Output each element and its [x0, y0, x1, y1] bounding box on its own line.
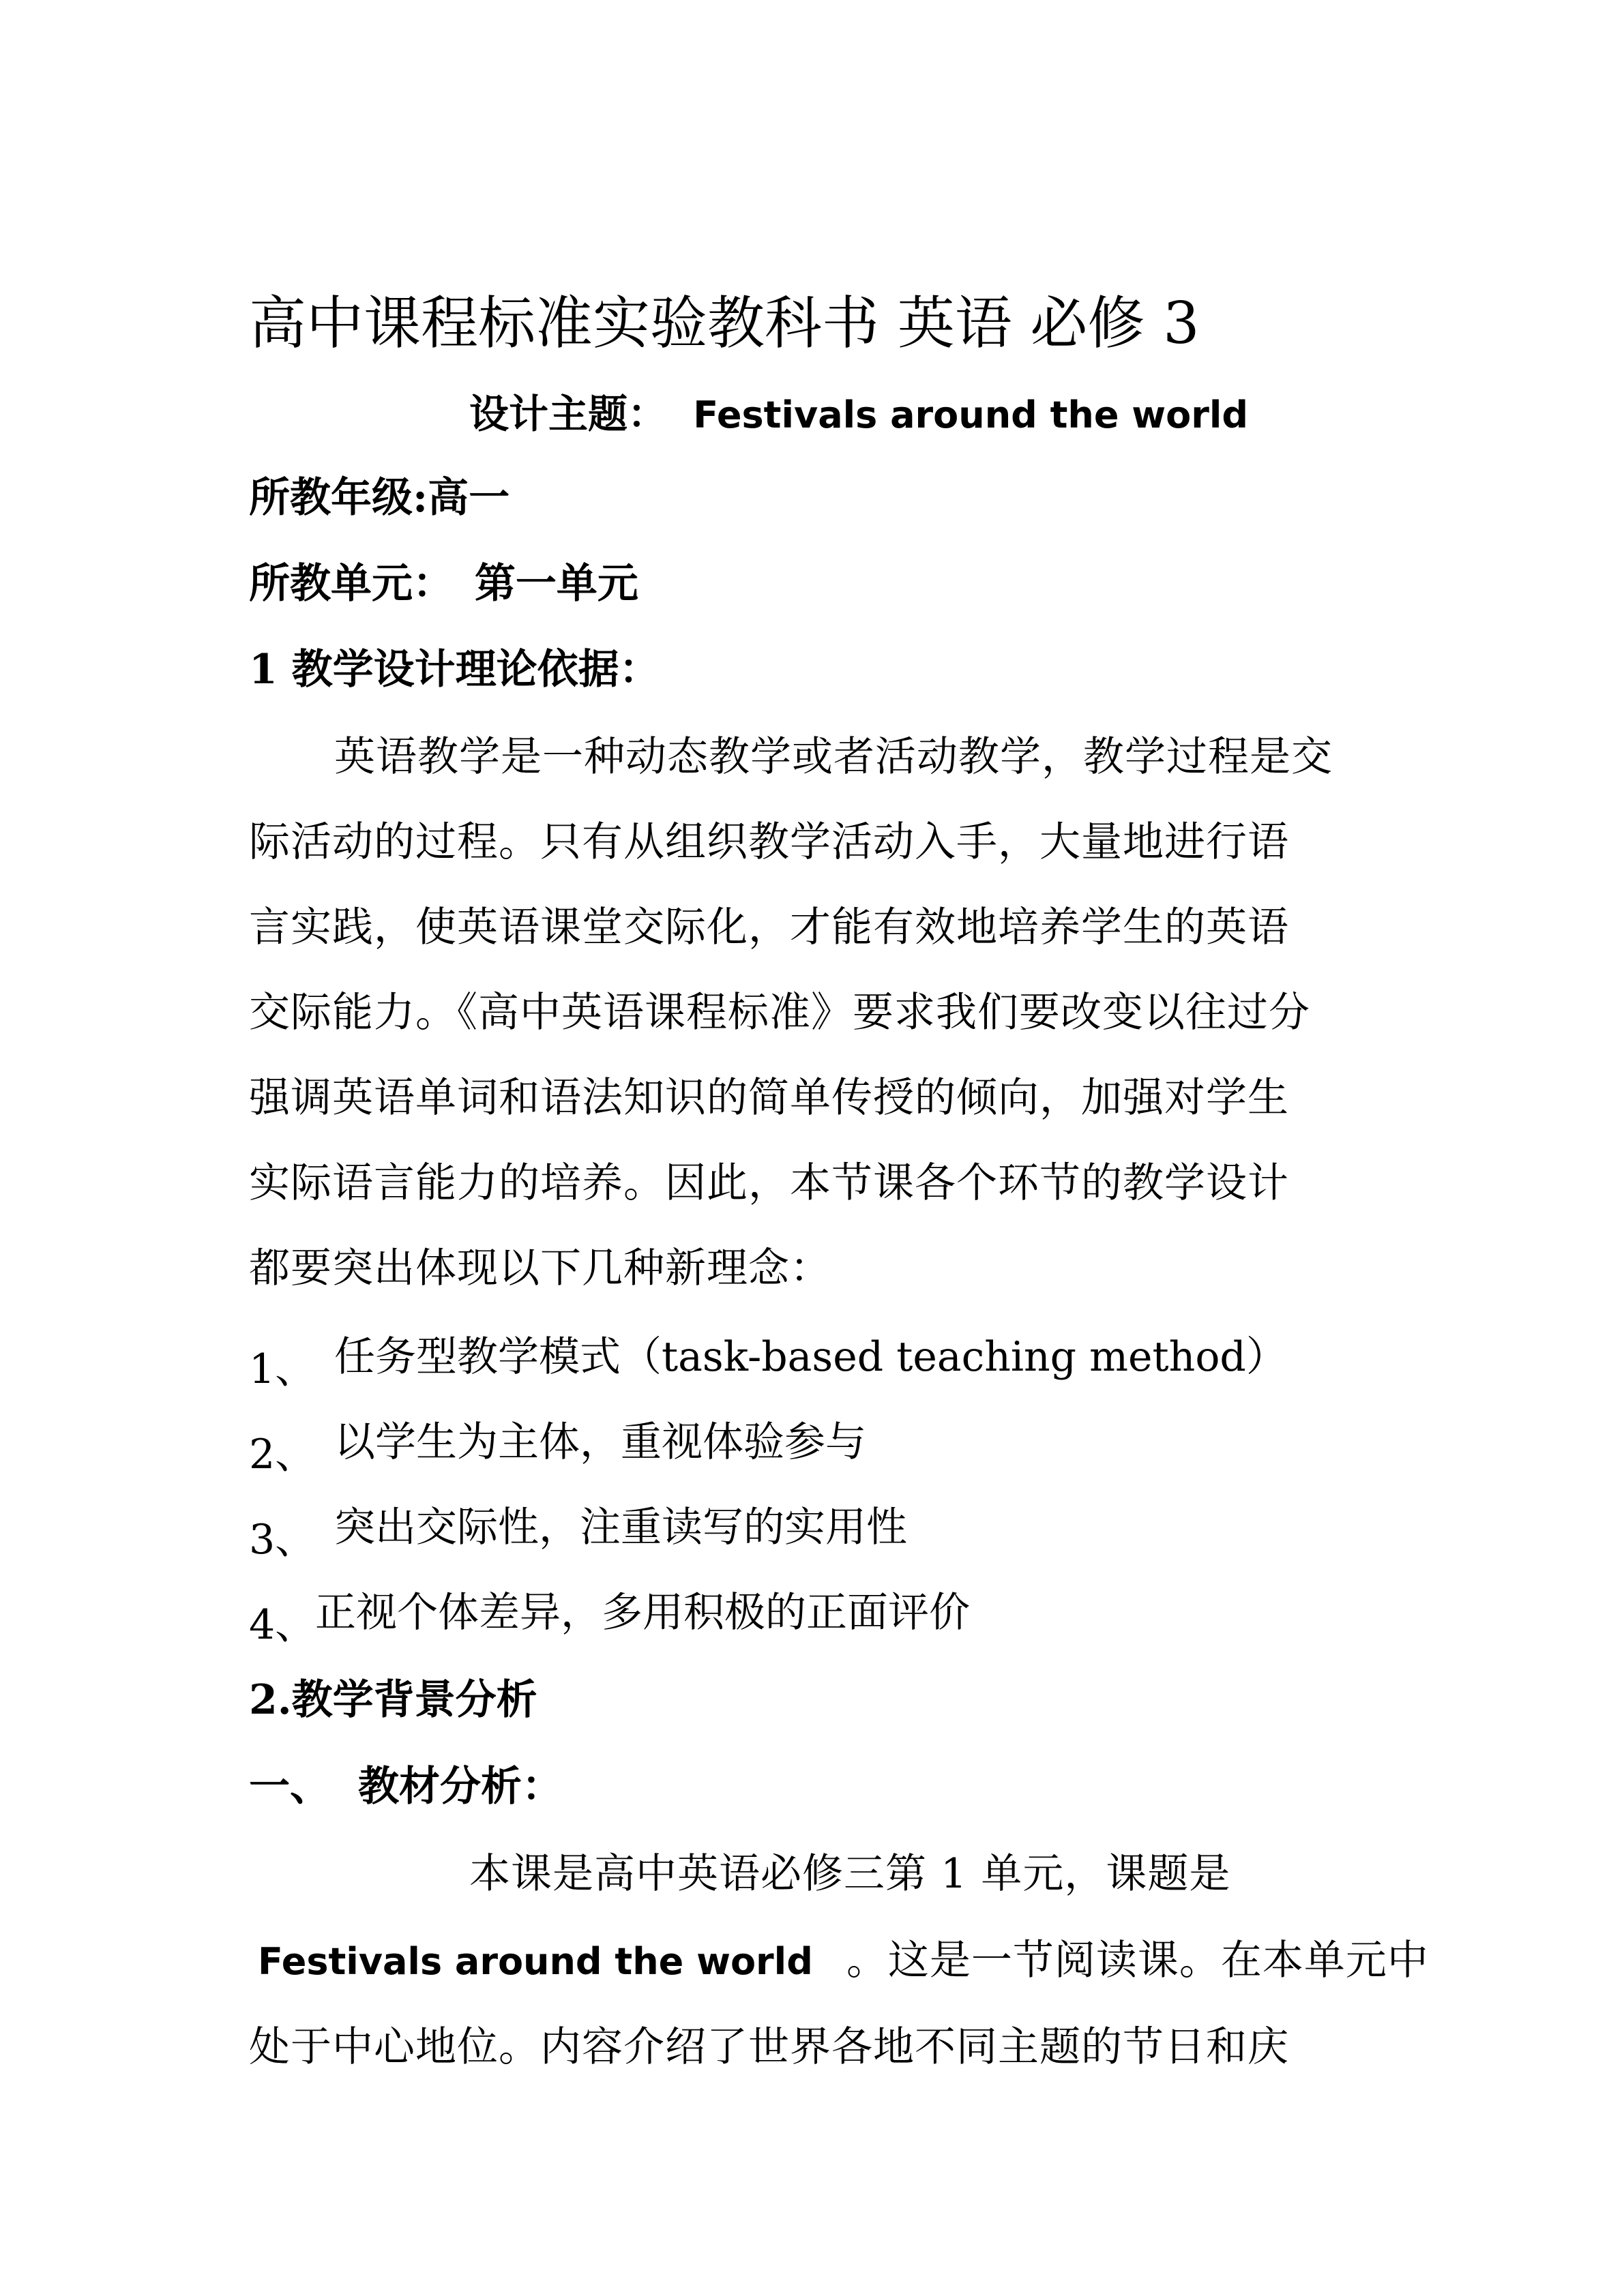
list-text: 任务型教学模式（task-based teaching method）: [334, 1333, 1287, 1381]
para-line: 际活动的过程。只有从组织教学活动入手，大量地进行语: [249, 818, 1289, 866]
para-line: 都要突出体现以下几种新理念：: [249, 1244, 831, 1292]
grade-line: 所教年级:高一: [249, 474, 510, 522]
list-number: 2、: [249, 1431, 316, 1478]
section1-heading: 1 教学设计理论依据：: [249, 646, 660, 694]
para-line: 英语教学是一种动态教学或者活动教学，教学过程是交: [334, 733, 1333, 781]
unit-value: 第一单元: [474, 560, 638, 608]
analysis-line: 本课是高中英语必修三第 1 单元，课题是: [469, 1850, 1231, 1898]
para-line: 交际能力。《高中英语课程标准》要求我们要改变以往过分: [249, 989, 1310, 1037]
unit-line: [249, 560, 638, 608]
list-text: 以学生为主体，重视体验参与: [334, 1418, 866, 1466]
page-title: 高中课程标准实验教科书 英语 必修 3: [249, 290, 1200, 357]
analysis-line: 处于中心地位。内容介绍了世界各地不同主题的节日和庆: [249, 2023, 1289, 2071]
list-number: 3、: [249, 1516, 316, 1564]
analysis-text: 。这是一节阅读课。在本单元中: [846, 1937, 1429, 1984]
subsection-title: 教材分析：: [358, 1763, 563, 1810]
section2-heading: 2.教学背景分析: [249, 1676, 537, 1724]
theme-line: [469, 391, 1249, 437]
list-number: 1、: [249, 1345, 316, 1393]
theme-label: 设计主题：: [469, 391, 668, 437]
analysis-line: [258, 1937, 1429, 1984]
list-number: 4、: [249, 1601, 316, 1649]
para-line: 言实践，使英语课堂交际化，才能有效地培养学生的英语: [249, 904, 1289, 951]
list-text: 突出交际性，注重读写的实用性: [334, 1504, 907, 1551]
course-title: Festivals around the world: [258, 1940, 813, 1983]
theme-value: Festivals around the world: [693, 393, 1249, 436]
para-line: 实际语言能力的培养。因此，本节课各个环节的教学设计: [249, 1159, 1289, 1207]
list-text: 正视个体差异，多用积极的正面评价: [315, 1589, 970, 1637]
unit-label: 所教单元：: [249, 560, 454, 608]
para-line: 强调英语单词和语法知识的简单传授的倾向，加强对学生: [249, 1074, 1289, 1122]
subsection-number: 一、: [249, 1763, 331, 1810]
